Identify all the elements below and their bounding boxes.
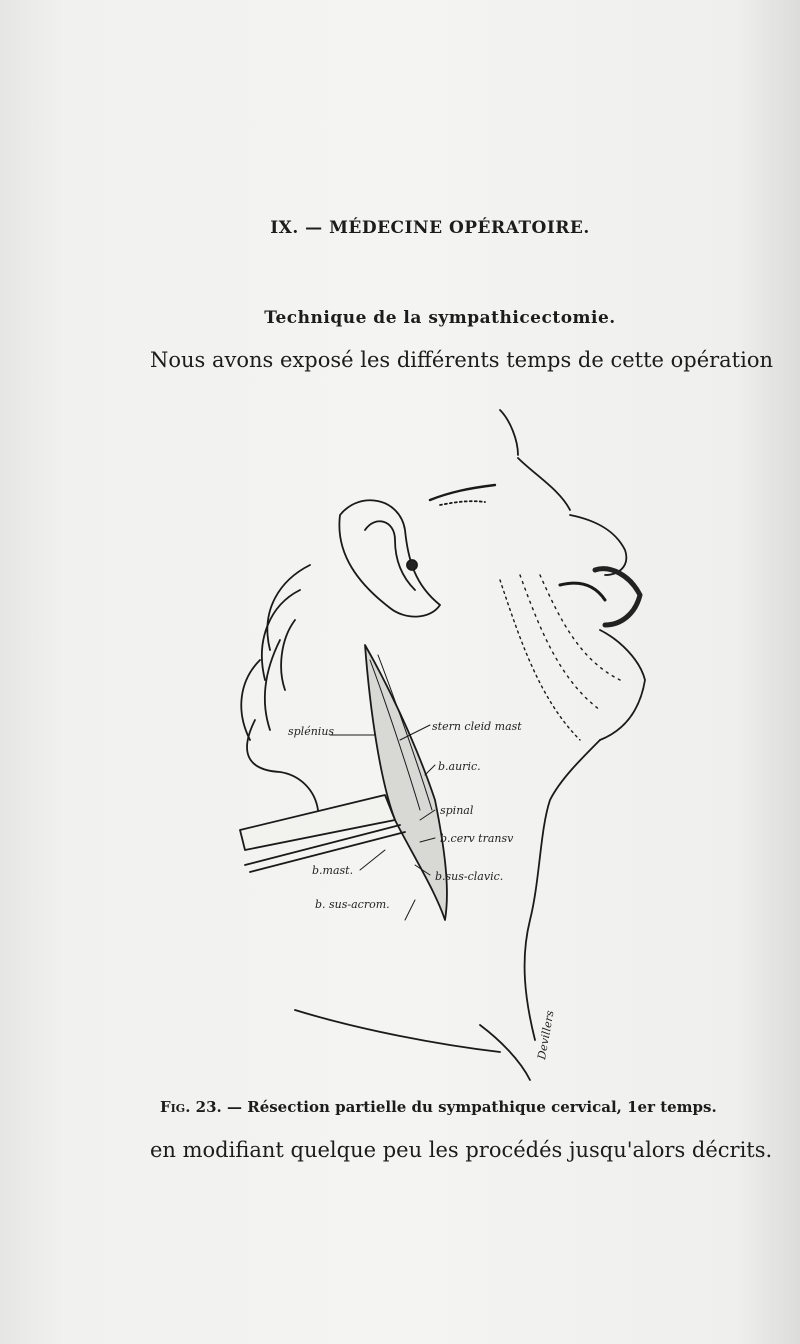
article-title: Technique de la sympathicectomie.	[264, 308, 616, 328]
label-b-sus-clavic: b.sus-clavic.	[435, 870, 504, 883]
label-b-sus-acrom: b. sus-acrom.	[315, 898, 390, 911]
label-spinal: spinal	[440, 804, 474, 817]
figure-caption-prefix: Fig.	[160, 1098, 191, 1116]
section-heading: IX. — MÉDECINE OPÉRATOIRE.	[270, 218, 590, 238]
artist-signature: Devillers	[535, 1009, 557, 1061]
label-stern-cleid-mast: stern cleid mast	[432, 720, 522, 733]
intro-paragraph-line: Nous avons exposé les différents temps de cette opération	[150, 348, 774, 372]
label-splenius: splénius	[288, 725, 335, 738]
figure-caption	[160, 1098, 717, 1116]
figure-caption-number: 23.	[195, 1098, 222, 1116]
label-b-auric: b.auric.	[438, 760, 481, 773]
label-b-cerv-transv: b.cerv transv	[440, 832, 514, 845]
figure-caption-text: — Résection partielle du sympathique cervical, 1er temps.	[227, 1098, 717, 1116]
label-b-mast: b.mast.	[312, 864, 354, 877]
anatomical-illustration	[200, 380, 760, 1090]
closing-paragraph-line: en modifiant quelque peu les procédés jusqu'alors décrits.	[150, 1138, 773, 1162]
